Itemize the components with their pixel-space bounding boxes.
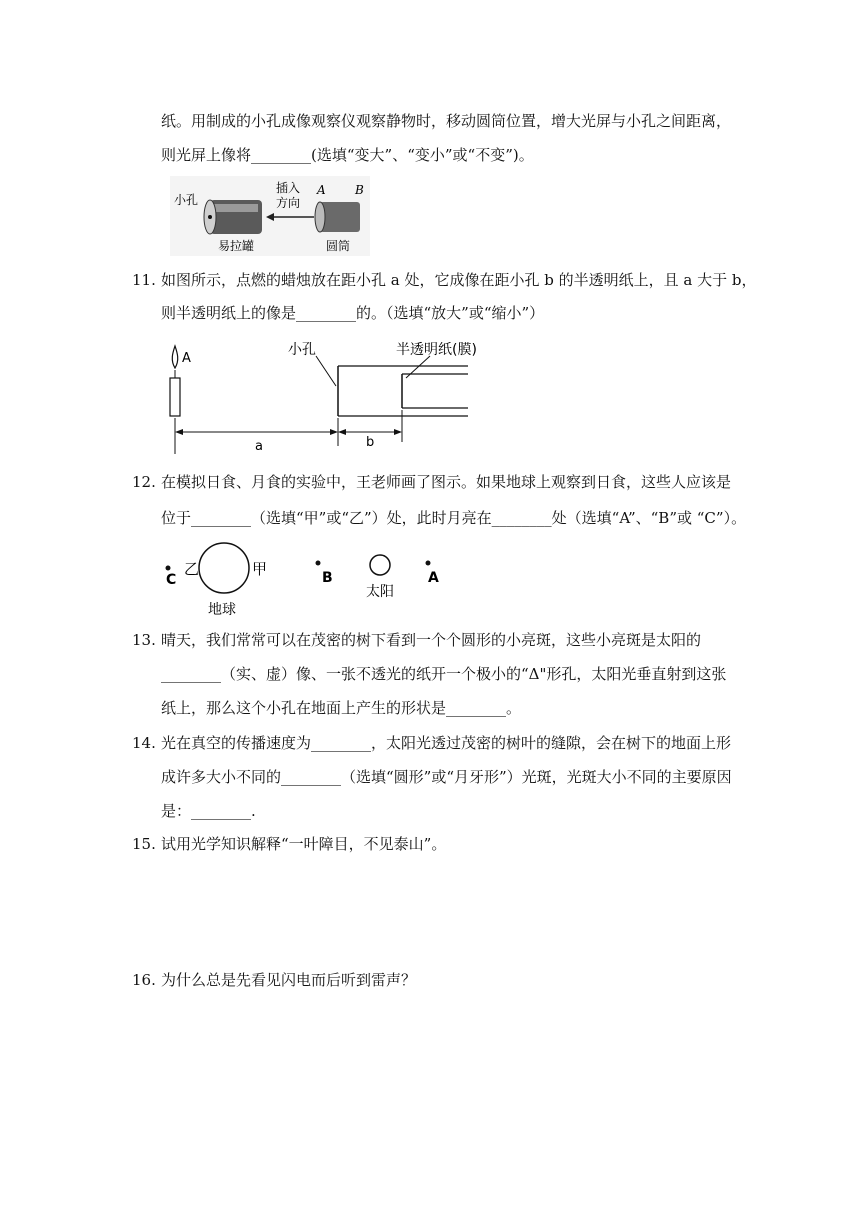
sun-circle [370,555,390,575]
label-pinhole-11: 小孔 [288,342,316,358]
q11-line-1: 如图所示，点燃的蜡烛放在距小孔 a 处，它成像在距小孔 b 的半透明纸上，且 a 大于 b， [161,271,757,289]
point-b-dot [316,561,321,566]
q13-number: 13. [132,631,156,649]
candle-pinhole-figure [160,338,480,456]
label-pinhole: 小孔 [174,193,199,207]
q14-line-1: 光在真空的传播速度为________，太阳光透过茂密的树叶的缝隙，会在树下的地面上形 [161,734,732,752]
eclipse-figure [160,536,450,620]
q14-line-3: 是：________. [161,802,256,820]
tube-body [320,202,360,232]
point-b-label: B [322,570,333,586]
q16-number: 16. [132,971,156,989]
q11-line-2: 则半透明纸上的像是________的。（选填“放大”或“缩小”） [161,304,545,322]
point-c-dot [166,566,171,571]
q12-number: 12. [132,473,156,491]
label-earth: 地球 [208,602,236,618]
label-direction: 方向 [276,196,301,210]
point-c-label: C [166,572,177,588]
q13-line-1: 晴天，我们常常可以在茂密的树下看到一个个圆形的小亮斑，这些小亮斑是太阳的 [161,631,702,649]
pinhole-pointer [316,356,336,386]
q10-line-1: 纸。用制成的小孔成像观察仪观察静物时，移动圆筒位置，增大光屏与小孔之间距离， [161,112,732,130]
pinhole-dot [208,215,212,219]
candle-flame [172,346,177,368]
dim-a-label: a [255,439,263,454]
label-a: A [317,183,326,197]
candle-label-a: A [182,351,191,366]
label-sun: 太阳 [366,584,394,600]
point-a-dot [426,561,431,566]
q15-line-1: 试用光学知识解释“一叶障目，不见泰山”。 [161,835,447,853]
label-insert: 插入 [276,181,301,195]
point-a-label: A [428,570,439,586]
dim-b-arrow-left [338,429,346,435]
dim-b-arrow-right [394,429,402,435]
dim-a-arrow-right [330,429,338,435]
label-jia: 甲 [252,560,268,578]
q15-number: 15. [132,835,156,853]
pinhole-camera-figure [170,176,370,256]
q12-line-2: 位于________（选填“甲”或“乙”）处，此时月亮在________处（选填“A”、“B”或 “C”）。 [161,509,747,527]
candle-body [170,378,180,416]
q14-line-2: 成许多大小不同的________（选填“圆形”或“月牙形”）光斑，光斑大小不同的主要原因 [161,768,732,786]
q10-line-2: 则光屏上像将________(选填“变大”、“变小”或“不变”)。 [161,146,534,164]
q12-line-1: 在模拟日食、月食的实验中，王老师画了图示。如果地球上观察到日食，这些人应该是 [161,473,732,491]
screen-pointer [406,356,430,378]
can-highlight [214,204,258,212]
label-tube: 圆筒 [326,239,351,253]
label-can: 易拉罐 [218,239,255,253]
dim-a-arrow-left [175,429,183,435]
q11-number: 11. [132,271,156,289]
q16-line-1: 为什么总是先看见闪电而后听到雷声？ [161,971,417,989]
tube-end [315,202,325,232]
q13-line-3: 纸上，那么这个小孔在地面上产生的形状是________。 [161,699,522,717]
label-screen: 半透明纸(膜) [396,342,477,358]
q13-line-2: ________（实、虚）像、一张不透光的纸开一个极小的“Δ"形孔，太阳光垂直射到这张 [161,665,727,683]
q14-number: 14. [132,734,156,752]
dim-b-label: b [366,435,375,450]
earth-circle [199,543,249,593]
label-yi: 乙 [184,560,200,578]
label-b: B [355,183,364,197]
